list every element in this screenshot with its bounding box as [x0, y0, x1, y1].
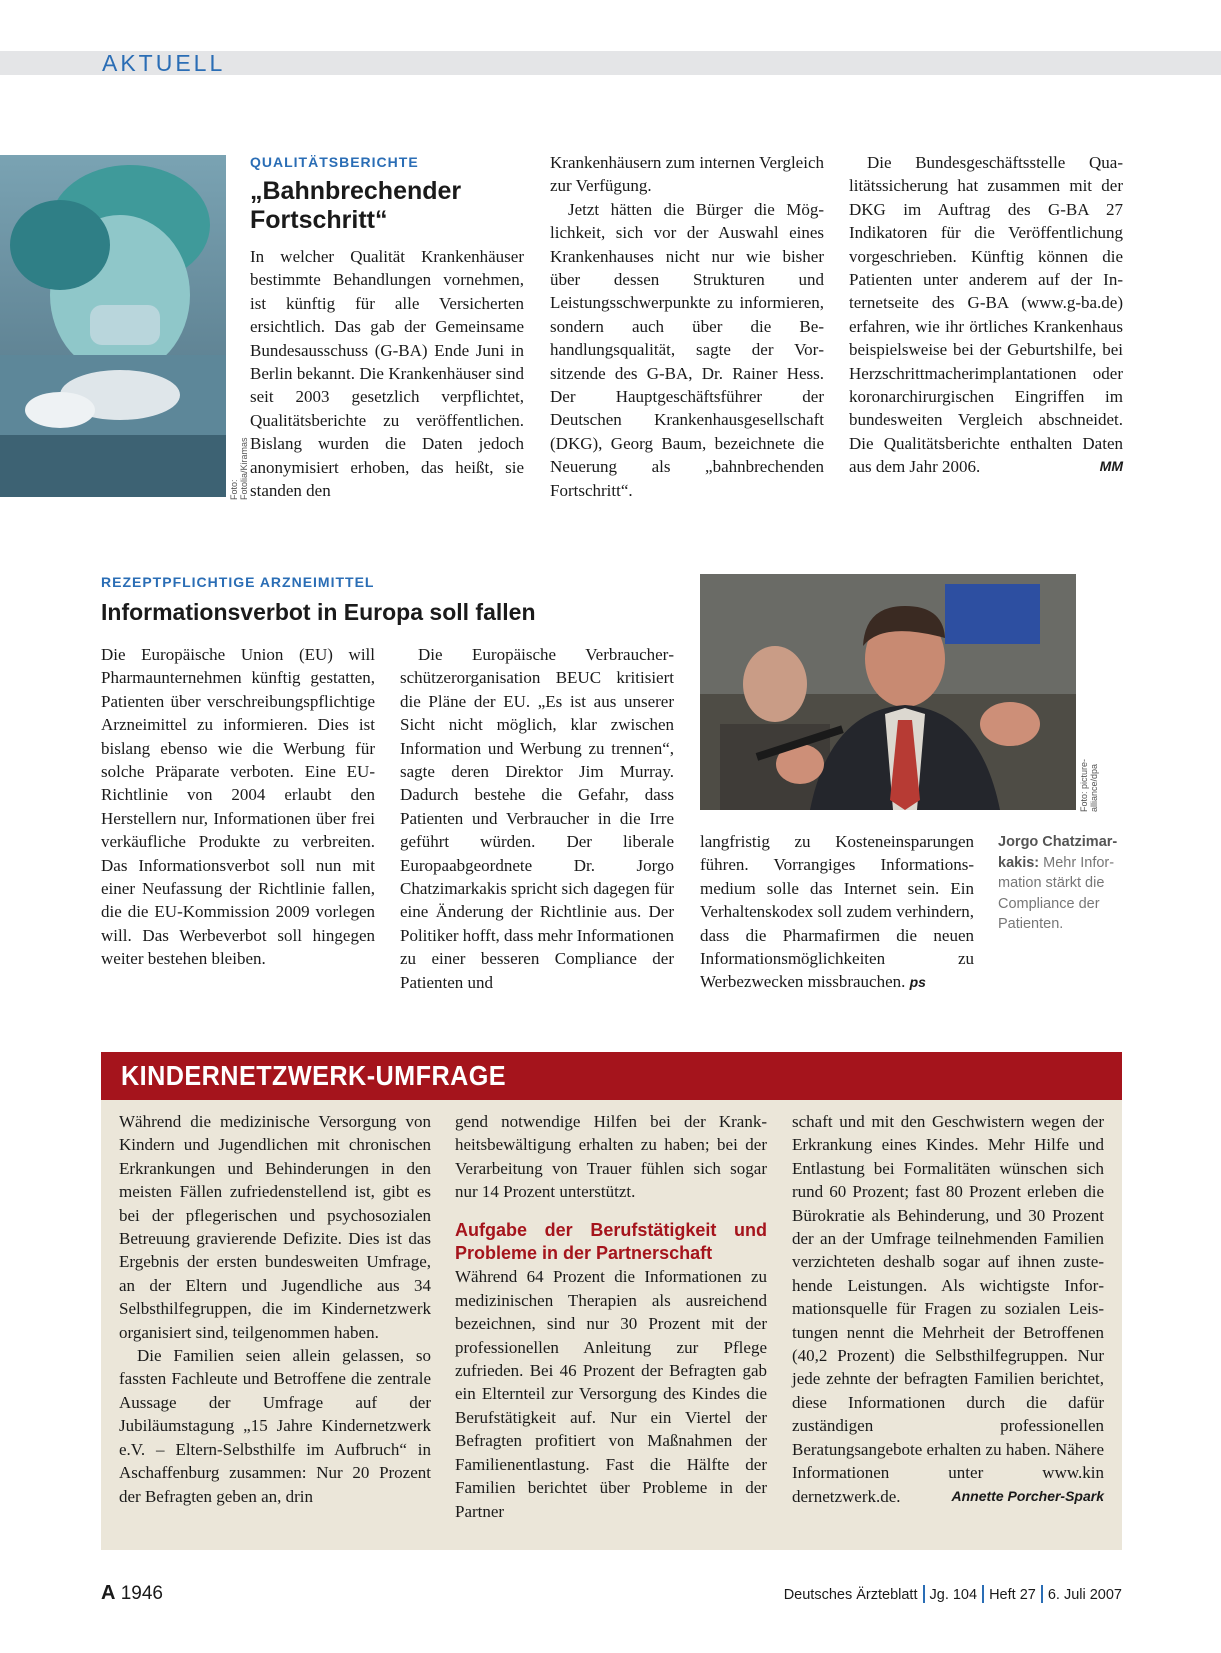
journal-name: Deutsches Ärzteblatt	[783, 1587, 918, 1603]
section-label: AKTUELL	[102, 50, 226, 76]
paragraph: In welcher Qualität Krankenhäuser bestimmte Behandlungen vornehmen, ist künftig für alle Versicherten ersichtlich. Das gab der Gemeinsame Bundesausschuss (G-BA) Ende Juni in Berlin bekannt. Die Krankenhäuser sind seit 2003 gesetzlich verpflichtet, Qualitätsberichte zu veröffentlichen. Bislang wurden die Daten jedoch anonymisiert erhoben, das heißt, sie standen den	[250, 247, 524, 501]
page-prefix: A	[101, 1582, 116, 1604]
headline-line: Fortschritt“	[250, 206, 388, 234]
author-signature: MM	[1099, 458, 1123, 475]
journal-issue: Heft 27	[989, 1587, 1036, 1603]
headline-line: „Bahnbrechender	[250, 177, 462, 205]
info-box-title: KINDERNETZWERK-UMFRAGE	[121, 1060, 507, 1091]
politician-photo	[700, 574, 1076, 810]
paragraph	[849, 151, 1123, 479]
article-kicker: QUALITÄTSBERICHTE	[250, 154, 419, 170]
paragraph	[700, 830, 974, 995]
author-signature: ps	[909, 974, 926, 991]
paragraph: Jetzt hätten die Bürger die Möglichkeit, sich vor der Auswahl eines Krankenhauses nicht nur wie bisher über dessen Strukturen und Leistungsschwerpunkte zu informieren, sondern auch über die Behandlungsqualität, sagte der Vorsitzende des G-BA, Dr. Rainer Hess. Der Hauptgeschäftsführer der Deutschen Krankenhausgesellschaft (DKG), Georg Baum, bezeichnete die Neuerung als „bahnbrechenden Fortschritt“.	[550, 199, 824, 500]
journal-volume: Jg. 104	[929, 1587, 978, 1603]
page-number	[101, 1582, 163, 1605]
photo-caption	[998, 832, 1120, 935]
paragraph	[792, 1110, 1104, 1508]
box-column	[119, 1110, 431, 1508]
article-column	[250, 245, 524, 502]
paragraph-text: langfristig zu Kosteneinsparungen führen. Vorrangiges Informationsmedium solle das Internet sein. Ein Verhaltenskodex soll zudem verhindern, dass die Pharmafirmen die neuen Informationsmöglichkeiten zu Werbezwecken missbrauchen.	[700, 832, 974, 992]
article-column	[700, 830, 974, 995]
box-column	[792, 1110, 1104, 1508]
paragraph: Die Europäische Verbraucherschützerorganisation BEUC kritisiert die Pläne der EU. „Es ist aus unserer Sicht nicht möglich, klar zwischen Information und Werbung zu trennen“, sagte deren Direktor Jim Murray. Dadurch bestehe die Gefahr, dass Patienten und Verbraucher in die Irre geführt würden. Der liberale Europaabgeordnete Dr. Jorgo Chatzimarkakis spricht sich dagegen für eine Änderung der Richtlinie aus. Der Politiker hofft, dass mehr Informationen zu einer besseren Compliance der Patienten und	[400, 645, 674, 992]
box-column	[455, 1110, 767, 1523]
photo-credit: Foto: picture-alliance/dpa	[1079, 758, 1099, 812]
publication-info	[784, 1585, 1122, 1603]
surgery-photo	[0, 155, 226, 497]
paragraph: Die Familien seien allein gelassen, so fassten Fachleute und Betroffene die zentrale Aussage der Umfrage auf der Jubiläumstagung „15 Jahre Kindernetzwerk e.V. – Eltern-Selbsthilfe im Aufbruch“ in Aschaffenburg zusammen: Nur 20 Prozent der Befragten geben an, drin	[119, 1346, 431, 1506]
photo-credit: Foto: Fotolia/Kiramas	[229, 437, 249, 500]
paragraph: Während 64 Prozent die Informationen zu medizinischen Therapien als ausreichend bezeichnen, sind nur 30 Prozent mit der professionellen Anleitung zur Pflege zufrieden. Bei 46 Prozent der Befragten gab ein Elternteil zur Versorgung des Kindes die Berufstätigkeit auf. Nur ein Viertel der Befragten profitiert von Maßnahmen der Familienentlastung. Fast die Hälfte der Familien berichtet über Probleme in der Partner	[455, 1267, 767, 1521]
article-column	[400, 643, 674, 994]
paragraph-text: Die Bundesgeschäftsstelle Qualitätssicherung hat zusammen mit der DKG im Auftrag des G-BA 27 Indikatoren für die Veröffentlichung vorgeschrieben. Künftig können die Patienten unter anderem auf der Internetseite des G-BA (www.g-ba.de) erfahren, wie ihr örtliches Krankenhaus beispielsweise bei der Geburtshilfe, bei Herzschrittmacherimplantationen oder koronarchirurgischen Eingriffen im bundesweiten Vergleich abschneidet. Die Qualitätsberichte enthalten Daten aus dem Jahr 2006.	[849, 153, 1123, 477]
box-subheading: Aufgabe der Berufstätigkeit und Probleme in der Partnerschaft	[455, 1219, 767, 1264]
caption-name: Jorgo Chatzimarkakis:	[998, 834, 1118, 871]
paragraph: Die Europäische Union (EU) will Pharmaunternehmen künftig gestatten, Patienten über verschreibungspflichtige Arzneimittel zu informieren. Dies ist bislang ebenso wie die Werbung für solche Präparate verboten. Eine EU-Richtlinie von 2004 erlaubt den Herstellern nur, Informationen über frei verkäufliche Produkte zu verbreiten. Das Informationsverbot soll nun mit einer Neufassung der Richtlinie fallen, die die EU-Kommission 2009 vorlegen will. Das Werbeverbot soll hingegen weiter bestehen bleiben.	[101, 645, 375, 969]
caption-text: Mehr Information stärkt die Compliance der Patienten.	[998, 854, 1115, 932]
journal-date: 6. Juli 2007	[1047, 1587, 1122, 1603]
article-headline: Informationsverbot in Europa soll fallen	[101, 599, 536, 625]
paragraph: Krankenhäusern zum internen Vergleich zur Verfügung.	[550, 153, 824, 196]
article-headline	[250, 177, 510, 235]
article-column	[849, 151, 1123, 479]
article-kicker: REZEPTPFLICHTIGE ARZNEIMITTEL	[101, 574, 375, 590]
paragraph-text: schaft und mit den Geschwistern wegen der Erkrankung eines Kindes. Mehr Hilfe und Entlastung bei Formalitäten wünschen sich rund 60 Prozent; fast 80 Prozent erleben die Bürokratie als Behinderung, und 30 Prozent der an der Umfrage teilnehmenden Familien verzichteten deshalb sogar auf ihnen zustehende Leistungen. Als wichtigste Informationsquelle für Fragen zu sozialen Leistungen nennt die Mehrheit der Betroffenen (40,2 Prozent) die Selbsthilfegruppen. Nur jede zehnte der befragten Familien berichtet, diese Informationen durch die dafür zuständigen professionellen Beratungsangebote erhalten zu haben. Nähere Informationen unter www.kin dernetzwerk.de.	[792, 1112, 1104, 1506]
author-signature: Annette Porcher-Spark	[951, 1487, 1104, 1504]
paragraph: gend notwendige Hilfen bei der Krankheitsbewältigung erhalten zu haben; bei der Verarbeitung von Trauer fühlen sich sogar nur 14 Prozent unterstützt.	[455, 1112, 767, 1202]
article-column	[550, 151, 824, 502]
paragraph: Während die medizinische Versorgung von Kindern und Jugendlichen mit chronischen Erkrankungen und Behinderungen in den meisten Fällen zufriedenstellend ist, gibt es bei der pflegerischen und psychosozialen Betreuung gravierende Defizite. Dies ist das Ergebnis der ersten bundesweiten Umfrage, an der Eltern und Jugendliche aus 34 Selbsthilfegruppen, die im Kindernetzwerk organisiert sind, teilgenommen haben.	[119, 1112, 431, 1342]
page-number-value: 1946	[120, 1583, 164, 1604]
article-column	[101, 643, 375, 971]
